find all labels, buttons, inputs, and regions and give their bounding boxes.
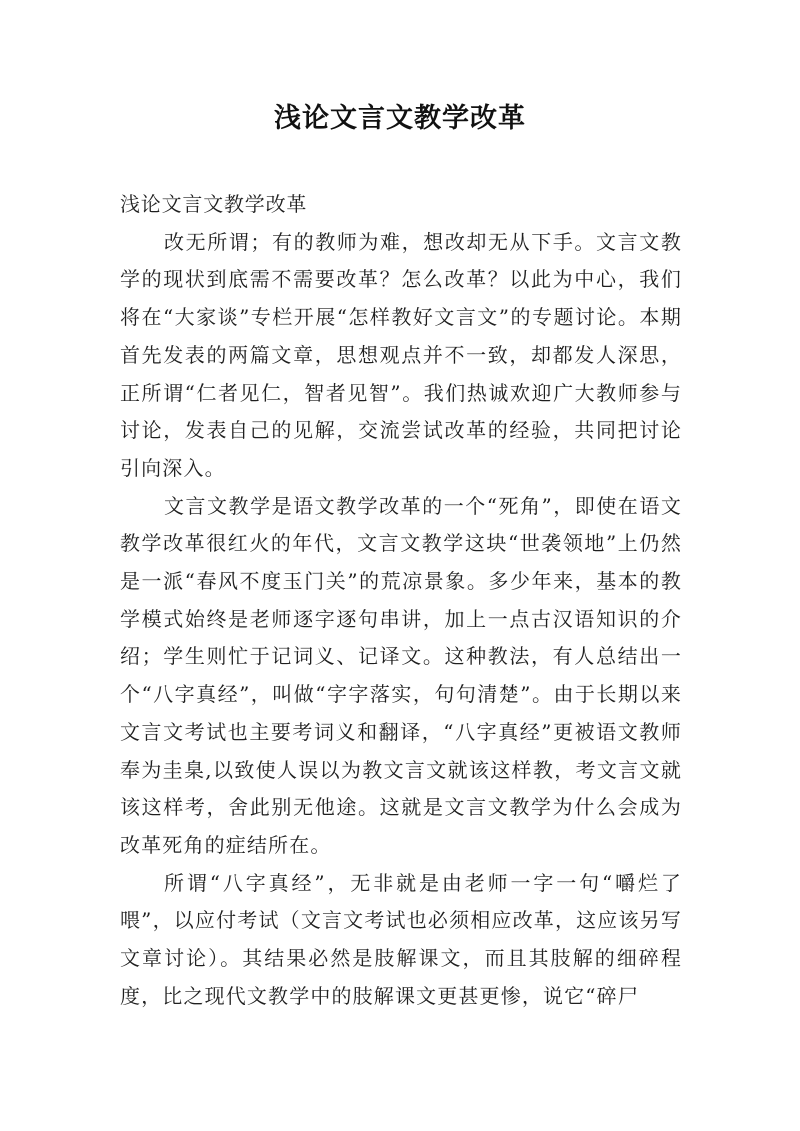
- paragraph: 文言文教学是语文教学改革的一个“死角”，即使在语文教学改革很红火的年代，文言文教学这块“世袭领地”上仍然是一派“春风不度玉门关”的荒凉景象。多少年来，基本的教学模式始终是老师逐字逐句串讲，加上一点古汉语知识的介绍；学生则忙于记词义、记译文。这种教法，有人总结出一个“八字真经”，叫做“字字落实，句句清楚”。由于长期以来文言文考试也主要考词义和翻译，“八字真经”更被语文教师奉为圭臬,以致使人误以为教文言文就该这样教，考文言文就该这样考，舍此别无他途。这就是文言文教学为什么会成为改革死角的症结所在。: [120, 493, 682, 857]
- document-subtitle: 浅论文言文教学改革: [120, 192, 308, 216]
- paragraph: 所谓“八字真经”，无非就是由老师一字一句“嚼烂了喂”，以应付考试（文言文考试也必须相应改革，这应该另写文章讨论）。其结果必然是肢解课文，而且其肢解的细碎程度，比之现代文教学中的肢解课文更甚更惨，说它“碎尸: [120, 870, 682, 1008]
- page-title: 浅论文言文教学改革: [274, 103, 526, 134]
- document-body: [120, 186, 682, 1015]
- paragraph: 改无所谓；有的教师为难，想改却无从下手。文言文教学的现状到底需不需要改革？怎么改革？以此为中心，我们将在“大家谈”专栏开展“怎样教好文言文”的专题讨论。本期首先发表的两篇文章，思想观点并不一致，却都发人深思，正所谓“仁者见仁，智者见智”。我们热诚欢迎广大教师参与讨论，发表自己的见解，交流尝试改革的经验，共同把讨论引向深入。: [120, 229, 682, 480]
